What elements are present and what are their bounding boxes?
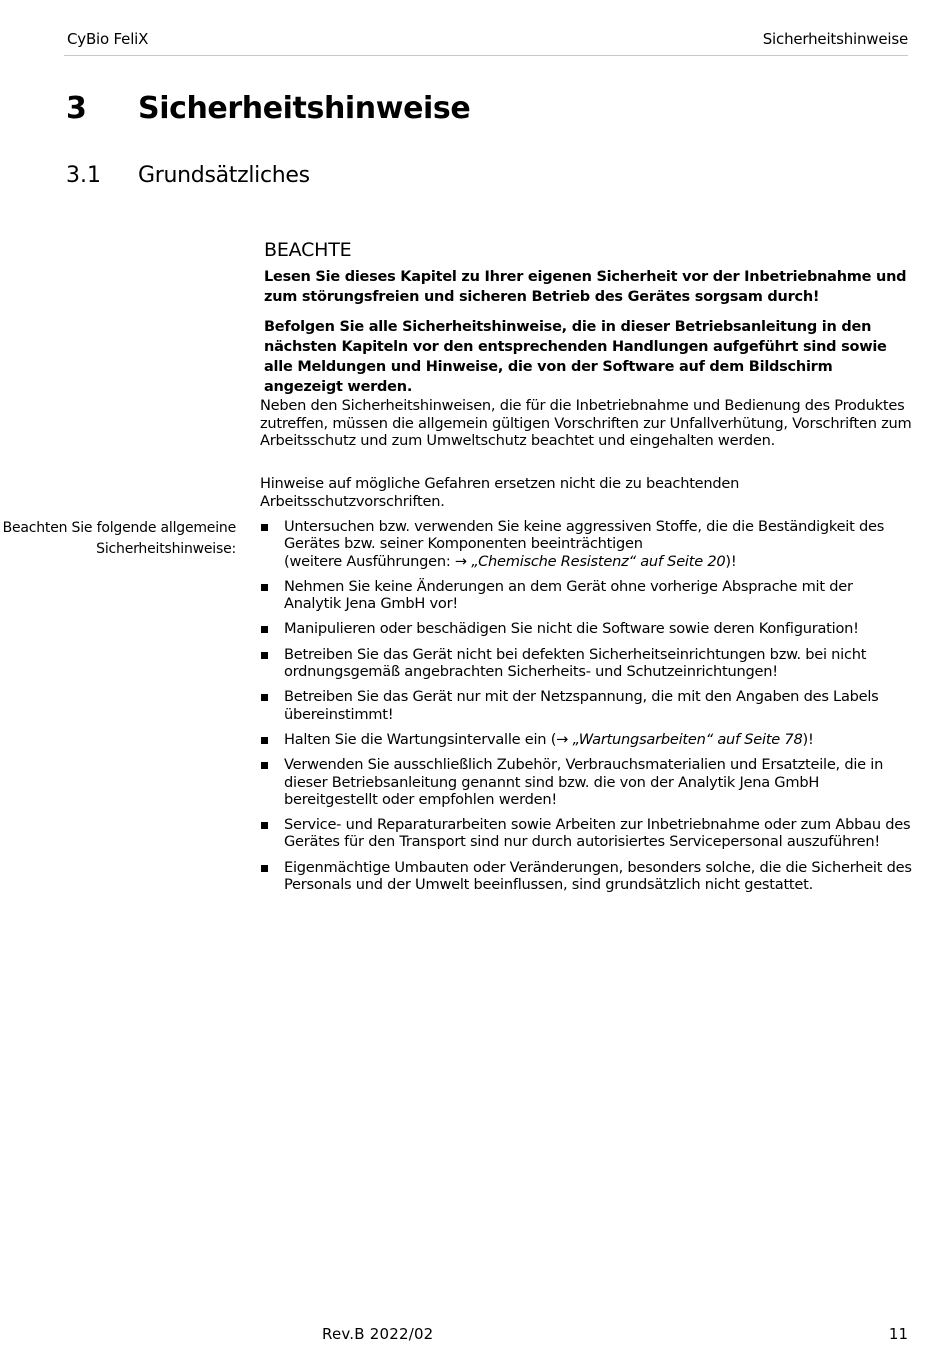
bullet-square-icon [261,626,268,633]
bullet-square-icon [261,652,268,659]
list-item-text: )! [802,730,814,748]
body-paragraph: Neben den Sicherheitshinweisen, die für die Inbetriebnahme und Bedienung des Produktes zutreffen, müssen die allgemein gültigen Vorschriften zur Unfallverhütung, Vorschriften zum Arbeitsschutz und zum Umweltschutz beachtet und eingehalten werden. [260,397,912,450]
bullet-square-icon [261,694,268,701]
bullet-square-icon [261,762,268,769]
list-item [260,688,912,723]
list-item-text: Nehmen Sie keine Änderungen an dem Gerät ohne vorherige Absprache mit der Analytik Jena GmbH vor! [284,577,853,613]
bullet-square-icon [261,822,268,829]
bullet-square-icon [261,865,268,872]
list-item-text: Betreiben Sie das Gerät nicht bei defekten Sicherheitseinrichtungen bzw. bei nicht ordnungsgemäß angebrachten Sicherheits- und Schutzeinrichtungen! [284,645,867,681]
list-item-text: Halten Sie die Wartungsintervalle ein (→ [284,730,573,748]
bullet-square-icon [261,524,268,531]
list-item-text: (weitere Ausführungen: → [284,552,472,570]
header-product-name: CyBio FeliX [67,30,149,48]
margin-note: Beachten Sie folgende allgemeine Sicherheitshinweise: [2,520,236,557]
list-item [260,859,912,894]
notice-paragraph: Befolgen Sie alle Sicherheitshinweise, die in dieser Betriebsanleitung in den nächsten Kapiteln vor den entsprechenden Handlungen aufgeführt sind sowie alle Meldungen und Hinweise, die von der Software auf dem Bildschirm angezeigt werden. [264,319,887,395]
list-item-text: Betreiben Sie das Gerät nur mit der Netzspannung, die mit den Angaben des Labels übereinstimmt! [284,688,879,723]
notice-box [264,239,912,407]
chapter-title: Sicherheitshinweise [138,91,471,126]
header-section-name: Sicherheitshinweise [762,30,908,48]
footer-page-number: 11 [888,1325,908,1343]
list-item [260,731,912,748]
cross-reference-link[interactable]: „Wartungsarbeiten“ auf Seite 78 [572,730,803,748]
list-item-text: Verwenden Sie ausschließlich Zubehör, Verbrauchsmaterialien und Ersatzteile, die in dieser Betriebsanleitung genannt sind bzw. die von der Analytik Jena GmbH bereitgestellt oder empfohlen werden! [284,756,884,808]
list-item [260,646,912,681]
cross-reference-link[interactable]: „Chemische Resistenz“ auf Seite 20 [471,552,726,570]
header-divider [64,55,908,56]
list-item [260,756,912,808]
notice-paragraph: Lesen Sie dieses Kapitel zu Ihrer eigenen Sicherheit vor der Inbetriebnahme und zum störungsfreien und sicheren Betrieb des Gerätes sorgsam durch! [264,269,907,305]
list-item-text: Service- und Reparaturarbeiten sowie Arbeiten zur Inbetriebnahme oder zum Abbau des Gerätes für den Transport sind nur durch autorisiertes Servicepersonal auszuführen! [284,816,911,851]
list-item-text: Untersuchen bzw. verwenden Sie keine aggressiven Stoffe, die die Beständigkeit des Gerätes bzw. seiner Komponenten beeinträchtigen [284,518,885,553]
section-number: 3.1 [66,163,101,188]
list-item-text: )! [725,552,737,570]
bullet-square-icon [261,737,268,744]
list-item-text: Eigenmächtige Umbauten oder Veränderungen, besonders solche, die die Sicherheit des Personals und der Umwelt beeinflussen, sind grundsätzlich nicht gestattet. [284,858,912,894]
notice-title: BEACHTE [264,239,352,261]
list-item-text: Manipulieren oder beschädigen Sie nicht die Software sowie deren Konfiguration! [284,620,859,638]
list-item [260,620,912,637]
list-item [260,518,912,570]
chapter-number: 3 [66,91,87,126]
bullet-square-icon [261,584,268,591]
footer-revision: Rev.B 2022/02 [322,1325,434,1343]
list-item [260,578,912,613]
section-title: Grundsätzliches [138,163,310,188]
list-item [260,816,912,851]
body-paragraph: Hinweise auf mögliche Gefahren ersetzen nicht die zu beachtenden Arbeitsschutzvorschriften. [260,475,740,510]
safety-bullet-list [260,518,912,901]
